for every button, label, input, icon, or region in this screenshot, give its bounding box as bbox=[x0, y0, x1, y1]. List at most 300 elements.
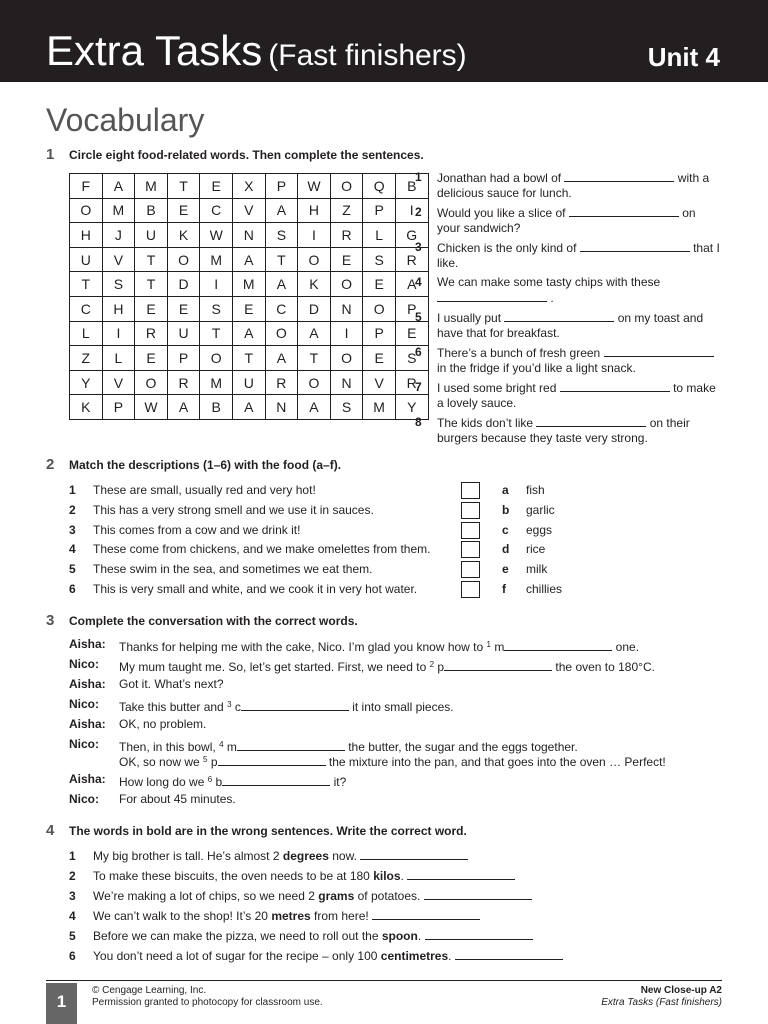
grid-cell[interactable]: C bbox=[70, 296, 103, 321]
sentence-start: We can make some tasty chips with these bbox=[437, 275, 661, 289]
grid-cell[interactable]: T bbox=[298, 346, 331, 371]
food-letter: e bbox=[502, 562, 509, 577]
grid-cell[interactable]: K bbox=[298, 272, 331, 297]
book-info bbox=[601, 985, 722, 1009]
grid-cell[interactable]: M bbox=[363, 395, 396, 420]
grid-cell[interactable]: P bbox=[167, 346, 200, 371]
dialogue-line bbox=[69, 637, 729, 653]
answer-blank[interactable] bbox=[604, 345, 714, 357]
title-sub: (Fast finishers) bbox=[268, 39, 467, 72]
grid-cell[interactable]: M bbox=[200, 247, 233, 272]
sentence-text bbox=[437, 205, 722, 236]
sentence-item bbox=[415, 240, 725, 272]
food-name: chillies bbox=[526, 582, 563, 596]
grid-cell[interactable]: W bbox=[298, 174, 331, 199]
sentence-number: 3 bbox=[415, 240, 422, 254]
sentence-item bbox=[415, 275, 725, 307]
grid-cell[interactable]: S bbox=[265, 223, 298, 248]
grid-cell[interactable]: L bbox=[102, 346, 135, 371]
speaker-name: Aisha: bbox=[69, 637, 106, 651]
sentence-text bbox=[437, 310, 722, 341]
description-item bbox=[69, 561, 372, 577]
grid-cell[interactable]: E bbox=[330, 247, 363, 272]
speaker-name: Aisha: bbox=[69, 717, 106, 731]
answer-blank[interactable] bbox=[455, 948, 563, 960]
gap-number: 2 bbox=[429, 660, 435, 669]
dialogue-start: How long do we bbox=[119, 775, 205, 789]
grid-cell[interactable]: B bbox=[200, 395, 233, 420]
grid-cell[interactable]: T bbox=[265, 247, 298, 272]
food-option bbox=[502, 522, 552, 538]
grid-cell[interactable]: O bbox=[265, 321, 298, 346]
answer-box[interactable] bbox=[461, 482, 480, 499]
dialogue-end: it into small pieces. bbox=[352, 700, 454, 714]
correction-item bbox=[69, 928, 533, 944]
answer-blank[interactable] bbox=[560, 380, 670, 392]
exercise-4-number: 4 bbox=[46, 822, 55, 839]
gap-first-letter: m bbox=[226, 740, 237, 754]
grid-cell[interactable]: S bbox=[363, 247, 396, 272]
exercise-4-instruction: The words in bold are in the wrong sentences. Write the correct word. bbox=[69, 824, 467, 838]
grid-cell[interactable]: C bbox=[265, 296, 298, 321]
dialogue-end: the mixture into the pan, and that goes into the oven … Perfect! bbox=[328, 755, 666, 769]
footer-divider bbox=[46, 980, 722, 981]
correction-item bbox=[69, 908, 480, 924]
sentence-end: in the fridge if you’d like a light snack. bbox=[437, 361, 636, 375]
food-name: milk bbox=[526, 562, 548, 577]
food-name: eggs bbox=[526, 522, 553, 537]
grid-cell[interactable]: P bbox=[363, 198, 396, 223]
answer-blank[interactable] bbox=[222, 774, 330, 786]
dialogue-line bbox=[69, 737, 729, 753]
sentence-item bbox=[415, 345, 725, 377]
grid-cell[interactable]: N bbox=[232, 223, 265, 248]
food-letter: f bbox=[502, 582, 506, 596]
grid-cell[interactable]: T bbox=[200, 321, 233, 346]
grid-cell[interactable]: A bbox=[298, 321, 331, 346]
answer-blank[interactable] bbox=[564, 170, 674, 182]
sentence-start: I usually put bbox=[437, 311, 502, 325]
item-number: 5 bbox=[69, 562, 76, 577]
dialogue-start: OK, so now we bbox=[119, 755, 200, 769]
grid-cell[interactable]: L bbox=[363, 223, 396, 248]
speaker-name: Aisha: bbox=[69, 677, 106, 691]
exercise-3-number: 3 bbox=[46, 612, 55, 629]
food-option bbox=[502, 502, 555, 518]
grid-cell[interactable]: S bbox=[395, 346, 428, 371]
description-item bbox=[69, 581, 417, 597]
grid-cell[interactable]: W bbox=[135, 395, 168, 420]
grid-cell[interactable]: R bbox=[395, 370, 428, 395]
food-letter: b bbox=[502, 502, 510, 517]
gap-number: 4 bbox=[219, 740, 224, 749]
grid-cell[interactable]: R bbox=[167, 370, 200, 395]
grid-cell[interactable]: T bbox=[167, 174, 200, 199]
answer-blank[interactable] bbox=[360, 848, 468, 860]
grid-cell[interactable]: H bbox=[102, 296, 135, 321]
grid-cell[interactable]: B bbox=[135, 198, 168, 223]
grid-cell[interactable]: N bbox=[330, 296, 363, 321]
answer-box[interactable] bbox=[461, 561, 480, 578]
food-letter: d bbox=[502, 542, 510, 557]
correction-item bbox=[69, 948, 563, 964]
item-start: We’re making a lot of chips, so we need 2 bbox=[93, 889, 315, 903]
word-search-grid[interactable] bbox=[69, 173, 429, 420]
speaker-name: Aisha: bbox=[69, 772, 106, 786]
grid-cell[interactable]: M bbox=[232, 272, 265, 297]
grid-cell[interactable]: E bbox=[363, 346, 396, 371]
grid-cell[interactable]: N bbox=[265, 395, 298, 420]
answer-box[interactable] bbox=[461, 581, 480, 598]
grid-cell[interactable]: A bbox=[265, 346, 298, 371]
grid-cell[interactable]: Y bbox=[70, 370, 103, 395]
exercise-1-instruction: Circle eight food-related words. Then complete the sentences. bbox=[69, 148, 424, 162]
grid-cell[interactable]: P bbox=[363, 321, 396, 346]
exercise-1-number: 1 bbox=[46, 146, 55, 163]
grid-row bbox=[70, 223, 429, 248]
bold-word: metres bbox=[271, 909, 311, 923]
dialogue-text bbox=[119, 717, 206, 732]
dialogue-start: Thanks for helping me with the cake, Nico. I’m glad you know how to bbox=[119, 640, 484, 654]
item-number: 1 bbox=[69, 849, 76, 863]
grid-cell[interactable]: V bbox=[102, 247, 135, 272]
sentence-start: The kids don’t like bbox=[437, 416, 534, 430]
grid-cell[interactable]: E bbox=[232, 296, 265, 321]
correction-item bbox=[69, 868, 515, 884]
dialogue-line bbox=[69, 657, 729, 673]
grid-cell[interactable]: J bbox=[102, 223, 135, 248]
grid-cell[interactable]: S bbox=[102, 272, 135, 297]
food-letter: c bbox=[502, 522, 509, 537]
grid-cell[interactable]: I bbox=[298, 223, 331, 248]
dialogue-start: Got it. What’s next? bbox=[119, 677, 224, 691]
sentence-text bbox=[437, 380, 722, 411]
item-end: from here! bbox=[314, 909, 369, 923]
grid-row bbox=[70, 346, 429, 371]
sentence-number: 8 bbox=[415, 415, 422, 429]
sentence-item bbox=[415, 205, 725, 237]
title-main: Extra Tasks bbox=[46, 27, 263, 74]
gap-first-letter: p bbox=[437, 660, 445, 674]
grid-cell[interactable]: M bbox=[102, 198, 135, 223]
gap-first-letter: m bbox=[494, 640, 505, 654]
item-start: Before we can make the pizza, we need to roll out the bbox=[93, 929, 379, 943]
bold-word: kilos bbox=[373, 869, 401, 883]
grid-cell[interactable]: I bbox=[200, 272, 233, 297]
grid-cell[interactable]: T bbox=[232, 346, 265, 371]
grid-cell[interactable]: U bbox=[70, 247, 103, 272]
dialogue-start: My mum taught me. So, let’s get started. First, we need to bbox=[119, 660, 427, 674]
permission: Permission granted to photocopy for classroom use. bbox=[92, 997, 323, 1008]
grid-cell[interactable]: R bbox=[330, 223, 363, 248]
sentence-end: that I like. bbox=[437, 241, 720, 270]
grid-cell[interactable]: K bbox=[167, 223, 200, 248]
sentence-number: 6 bbox=[415, 345, 422, 359]
grid-cell[interactable]: D bbox=[167, 272, 200, 297]
answer-blank[interactable] bbox=[444, 659, 552, 671]
item-end: . bbox=[448, 949, 452, 963]
grid-cell[interactable]: U bbox=[167, 321, 200, 346]
sentence-number: 5 bbox=[415, 310, 422, 324]
item-number: 5 bbox=[69, 929, 76, 943]
item-number: 4 bbox=[69, 909, 76, 923]
dialogue-line bbox=[69, 717, 729, 733]
item-text: This is very small and white, and we cook it in very hot water. bbox=[93, 582, 418, 596]
grid-cell[interactable]: R bbox=[265, 370, 298, 395]
grid-cell[interactable]: O bbox=[298, 370, 331, 395]
grid-cell[interactable]: O bbox=[330, 174, 363, 199]
bold-word: degrees bbox=[282, 849, 329, 863]
sentence-number: 4 bbox=[415, 275, 422, 289]
item-start: You don’t need a lot of sugar for the recipe – only 100 bbox=[93, 949, 378, 963]
dialogue-start: Then, in this bowl, bbox=[119, 740, 216, 754]
sentence-item bbox=[415, 310, 725, 342]
grid-cell[interactable]: S bbox=[330, 395, 363, 420]
grid-cell[interactable]: V bbox=[102, 370, 135, 395]
sentence-start: Jonathan had a bowl of bbox=[437, 171, 562, 185]
grid-cell[interactable]: O bbox=[363, 296, 396, 321]
grid-cell[interactable]: X bbox=[232, 174, 265, 199]
answer-blank[interactable] bbox=[372, 908, 480, 920]
grid-cell[interactable]: H bbox=[298, 198, 331, 223]
grid-cell[interactable]: F bbox=[70, 174, 103, 199]
dialogue-start: Take this butter and bbox=[119, 700, 224, 714]
sentence-text bbox=[437, 275, 722, 306]
sentence-end: . bbox=[550, 291, 554, 305]
food-name: garlic bbox=[526, 502, 555, 517]
grid-cell[interactable]: L bbox=[70, 321, 103, 346]
sentence-start: There’s a bunch of fresh green bbox=[437, 346, 601, 360]
exercise-2-number: 2 bbox=[46, 456, 55, 473]
grid-cell[interactable]: Z bbox=[330, 198, 363, 223]
answer-blank[interactable] bbox=[241, 699, 349, 711]
grid-cell[interactable]: P bbox=[102, 395, 135, 420]
grid-cell[interactable]: H bbox=[70, 223, 103, 248]
item-number: 1 bbox=[69, 483, 76, 497]
dialogue-text bbox=[119, 637, 639, 655]
answer-blank[interactable] bbox=[218, 754, 326, 766]
grid-cell[interactable]: O bbox=[167, 247, 200, 272]
grid-cell[interactable]: E bbox=[395, 321, 428, 346]
description-item bbox=[69, 482, 316, 498]
sentence-end: on my toast and have that for breakfast. bbox=[437, 311, 704, 340]
grid-cell[interactable]: W bbox=[200, 223, 233, 248]
answer-blank[interactable] bbox=[580, 240, 690, 252]
grid-cell[interactable]: S bbox=[200, 296, 233, 321]
grid-row bbox=[70, 174, 429, 199]
grid-cell[interactable]: E bbox=[135, 296, 168, 321]
grid-cell[interactable]: Q bbox=[363, 174, 396, 199]
answer-blank[interactable] bbox=[569, 205, 679, 217]
dialogue-text bbox=[119, 657, 655, 675]
grid-cell[interactable]: I bbox=[395, 198, 428, 223]
answer-blank[interactable] bbox=[407, 868, 515, 880]
grid-cell[interactable]: R bbox=[395, 247, 428, 272]
bold-word: grams bbox=[318, 889, 355, 903]
answer-box[interactable] bbox=[461, 522, 480, 539]
grid-cell[interactable]: T bbox=[135, 272, 168, 297]
sentence-start: Would you like a slice of bbox=[437, 206, 566, 220]
grid-cell[interactable]: A bbox=[265, 272, 298, 297]
grid-cell[interactable]: C bbox=[200, 198, 233, 223]
sentence-item bbox=[415, 170, 725, 202]
sentence-number: 2 bbox=[415, 205, 422, 219]
page-number: 1 bbox=[46, 983, 77, 1024]
grid-cell[interactable]: V bbox=[363, 370, 396, 395]
answer-blank[interactable] bbox=[425, 928, 533, 940]
gap-first-letter: c bbox=[234, 700, 241, 714]
speaker-name: Nico: bbox=[69, 657, 99, 671]
grid-cell[interactable]: V bbox=[232, 198, 265, 223]
copyright: © Cengage Learning, Inc. bbox=[92, 985, 207, 996]
grid-cell[interactable]: A bbox=[167, 395, 200, 420]
grid-cell[interactable]: O bbox=[330, 346, 363, 371]
gap-number: 6 bbox=[207, 775, 213, 784]
dialogue-line bbox=[69, 677, 729, 693]
grid-cell[interactable]: T bbox=[70, 272, 103, 297]
item-start: We can’t walk to the shop! It’s 20 bbox=[93, 909, 268, 923]
grid-cell[interactable]: O bbox=[200, 346, 233, 371]
grid-cell[interactable]: A bbox=[395, 272, 428, 297]
grid-cell[interactable]: U bbox=[135, 223, 168, 248]
grid-cell[interactable]: G bbox=[395, 223, 428, 248]
grid-row bbox=[70, 296, 429, 321]
dialogue-start: OK, no problem. bbox=[119, 717, 207, 731]
grid-cell[interactable]: A bbox=[298, 395, 331, 420]
grid-cell[interactable]: U bbox=[232, 370, 265, 395]
sentence-text bbox=[437, 170, 722, 201]
item-number: 2 bbox=[69, 502, 76, 517]
item-end: of potatoes. bbox=[357, 889, 421, 903]
grid-cell[interactable]: B bbox=[395, 174, 428, 199]
grid-cell[interactable]: N bbox=[330, 370, 363, 395]
sentence-end: on your sandwich? bbox=[437, 206, 696, 235]
grid-cell[interactable]: A bbox=[232, 247, 265, 272]
item-number: 4 bbox=[69, 542, 76, 557]
item-end: . bbox=[400, 869, 404, 883]
grid-cell[interactable]: E bbox=[200, 174, 233, 199]
bold-word: spoon bbox=[381, 929, 418, 943]
grid-cell[interactable]: A bbox=[265, 198, 298, 223]
dialogue-text bbox=[119, 677, 224, 692]
item-number: 2 bbox=[69, 869, 76, 883]
sentence-text bbox=[437, 415, 722, 446]
answer-blank[interactable] bbox=[504, 310, 614, 322]
unit-label: Unit 4 bbox=[647, 42, 720, 72]
gap-number: 3 bbox=[227, 700, 232, 709]
grid-cell[interactable]: M bbox=[200, 370, 233, 395]
grid-cell[interactable]: T bbox=[135, 247, 168, 272]
dialogue-end: the oven to 180°C. bbox=[555, 660, 655, 674]
item-text: This comes from a cow and we drink it! bbox=[93, 522, 301, 537]
correction-item bbox=[69, 888, 532, 904]
gap-number: 1 bbox=[486, 640, 491, 649]
item-text: These are small, usually red and very hot! bbox=[93, 483, 316, 497]
dialogue-end: the butter, the sugar and the eggs together. bbox=[348, 740, 578, 754]
food-option bbox=[502, 581, 562, 597]
grid-cell[interactable]: P bbox=[265, 174, 298, 199]
grid-row bbox=[70, 370, 429, 395]
sentence-number: 1 bbox=[415, 170, 422, 184]
item-number: 6 bbox=[69, 582, 76, 596]
answer-blank[interactable] bbox=[437, 290, 547, 302]
grid-cell[interactable]: O bbox=[298, 247, 331, 272]
sentence-end: on their burgers because they taste very strong. bbox=[437, 416, 690, 445]
grid-cell[interactable]: A bbox=[232, 395, 265, 420]
item-start: My big brother is tall. He’s almost 2 bbox=[93, 849, 280, 863]
dialogue-end: it? bbox=[333, 775, 347, 789]
grid-cell[interactable]: R bbox=[135, 321, 168, 346]
grid-cell[interactable]: Y bbox=[395, 395, 428, 420]
grid-cell[interactable]: I bbox=[102, 321, 135, 346]
food-name: rice bbox=[526, 542, 546, 557]
grid-row bbox=[70, 272, 429, 297]
item-text: This has a very strong smell and we use it in sauces. bbox=[93, 502, 374, 517]
dialogue-text bbox=[119, 772, 346, 790]
grid-cell[interactable]: A bbox=[232, 321, 265, 346]
dialogue-text bbox=[119, 752, 666, 770]
item-number: 3 bbox=[69, 522, 76, 537]
item-number: 3 bbox=[69, 889, 76, 903]
grid-cell[interactable]: A bbox=[102, 174, 135, 199]
exercise-2-instruction: Match the descriptions (1–6) with the food (a–f). bbox=[69, 458, 342, 472]
food-name: fish bbox=[526, 483, 545, 497]
grid-cell[interactable]: E bbox=[167, 198, 200, 223]
dialogue-line bbox=[69, 697, 729, 713]
sentence-start: I used some bright red bbox=[437, 381, 557, 395]
speaker-name: Nico: bbox=[69, 792, 99, 806]
food-option bbox=[502, 561, 547, 577]
answer-blank[interactable] bbox=[424, 888, 532, 900]
grid-cell[interactable]: O bbox=[330, 272, 363, 297]
grid-cell[interactable]: D bbox=[298, 296, 331, 321]
speaker-name: Nico: bbox=[69, 737, 99, 751]
answer-box[interactable] bbox=[461, 502, 480, 519]
dialogue-end: one. bbox=[615, 640, 640, 654]
food-letter: a bbox=[502, 483, 509, 497]
grid-cell[interactable]: I bbox=[330, 321, 363, 346]
description-item bbox=[69, 502, 374, 518]
answer-blank[interactable] bbox=[504, 639, 612, 651]
grid-cell[interactable]: O bbox=[135, 370, 168, 395]
grid-row bbox=[70, 321, 429, 346]
answer-blank[interactable] bbox=[237, 739, 345, 751]
dialogue-line bbox=[69, 772, 729, 788]
item-end: . bbox=[417, 929, 422, 943]
grid-row bbox=[70, 247, 429, 272]
grid-cell[interactable]: E bbox=[363, 272, 396, 297]
sentence-text bbox=[437, 240, 722, 271]
grid-cell[interactable]: Z bbox=[70, 346, 103, 371]
correction-item bbox=[69, 848, 468, 864]
sentence-item bbox=[415, 380, 725, 412]
bold-word: centimetres bbox=[380, 949, 449, 963]
grid-cell[interactable]: O bbox=[70, 198, 103, 223]
answer-box[interactable] bbox=[461, 541, 480, 558]
grid-cell[interactable]: K bbox=[70, 395, 103, 420]
answer-blank[interactable] bbox=[536, 415, 646, 427]
grid-cell[interactable]: E bbox=[167, 296, 200, 321]
sentence-start: Chicken is the only kind of bbox=[437, 241, 577, 255]
sentence-text bbox=[437, 345, 722, 376]
grid-cell[interactable]: E bbox=[135, 346, 168, 371]
sentence-end: to make a lovely sauce. bbox=[437, 381, 716, 410]
grid-row bbox=[70, 198, 429, 223]
gap-number: 5 bbox=[203, 755, 208, 764]
page-title bbox=[46, 28, 467, 79]
grid-cell[interactable]: P bbox=[395, 296, 428, 321]
grid-cell[interactable]: M bbox=[135, 174, 168, 199]
